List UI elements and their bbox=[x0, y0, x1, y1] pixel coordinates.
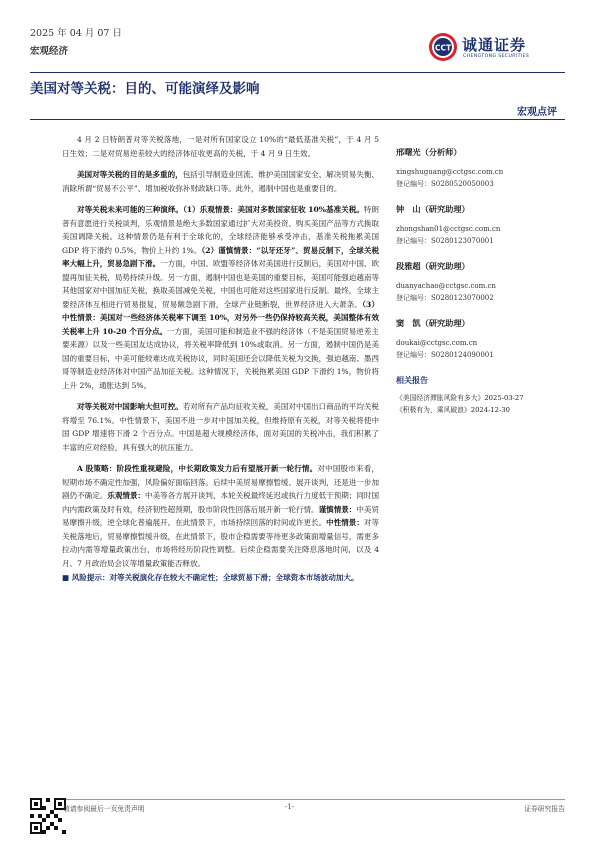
brand-logo bbox=[428, 30, 548, 66]
report-type: 宏观点评 bbox=[517, 107, 557, 118]
a-share-cautious-text: 中美贸易摩擦升级，逆全球化普遍展开。在此情景下，市场持续回落的时间或许更长。 bbox=[62, 504, 380, 527]
a-share-lead: A 股策略：阶段性重视避险，中长期政策发力后有望展开新一轮行情。 bbox=[77, 464, 318, 473]
scenario-neutral-title: （3）中性情景：美国对一些经济体关税率下调至 10%，对另外一些仍保持较高关税，美国整体有效关税率上升 10-20 个百分点。 bbox=[62, 299, 379, 336]
china-impact-lead: 对等关税对中国影响大但可控。 bbox=[77, 402, 183, 411]
analyst-email[interactable]: xingshuguang@cctgsc.com.cn bbox=[396, 168, 504, 176]
purpose-lead: 美国对等关税的目的是多重的， bbox=[77, 170, 183, 179]
china-impact-text: 若对所有产品均征收关税，美国对中国出口商品的平均关税将增至 76.1%。中性情景下，美国不进一步对中国加关税，但维持原有关税，对等关税将使中国 GDP 增速将下滑 2 个百分点。中国是超大规模经济体，面对美国的关税冲击，我们积累了丰富的应对经验，具有强大的抗压能力。 bbox=[62, 402, 379, 452]
page-number: -1- bbox=[285, 803, 295, 811]
report-date: 2025 年 04 月 07 日 bbox=[30, 28, 122, 39]
analyst-registration: 登记编号：S0280123070001 bbox=[396, 237, 494, 245]
analyst-registration: 登记编号：S0280123070002 bbox=[396, 294, 494, 302]
analyst-email[interactable]: doukai@cctgsc.com.cn bbox=[396, 339, 478, 347]
report-title: 美国对等关税：目的、可能演绎及影响 bbox=[30, 81, 260, 97]
analyst-card bbox=[396, 261, 566, 304]
a-share-cautious-label: 谨慎情景： bbox=[318, 504, 357, 514]
paragraph-scenarios bbox=[62, 203, 379, 392]
a-share-neutral-text: 对等关税落地后，贸易摩擦暂缓升级，在此情景下，股市企稳需要等待更多政策面增量信号，需更多拉动内需等增量政策出台，市场将经历阶段性调整。后续企稳需要关注降息落地时间，以及 4 月、7 月政治局会议等增量政策能否释放。 bbox=[62, 518, 380, 568]
purpose-text: 包括引导制造业回流、维护美国国家安全、解决贸易失衡、消除所谓“贸易不公平”、增加税收弥补财政缺口等。此外，遏制中国也是重要目的。 bbox=[62, 170, 379, 193]
sidebar bbox=[396, 133, 566, 416]
scenario-neutral-text: 一方面，美国可能和制造业不强的经济体（不是美国贸易逆差主要来源）以及一些美国友达成协议，将关税率降低到 10%或取消。另一方面，遏制中国仍是美国的重要目标，中美可能较难达成关税协议，同时美国还会以降低关税为交换，强迫越南、墨西哥等制造业经济体对中国产品加征关税。这种情况下，关税拖累美国 GDP 下滑约 1%，物价将上升 2%，通胀达到 5%。 bbox=[62, 326, 379, 390]
scenario-cautious-text: 一方面，中国、欧盟等经济体对美国进行反制后，美国对中国、欧盟再加征关税，局势持续升级。另一方面，遏制中国也是美国的重要目标，美国可能强迫越南等其他国家对中国加征关税，换取美国减免关税，中国也可能对这些国家进行反制。最终，全球主要经济体互相进行贸易报复，贸易额急剧下滑，全球产业链断裂，世界经济进入大萧条。 bbox=[62, 259, 379, 309]
a-share-optimistic-text: 中美等各方展开谈判，本轮关税最终延迟或执行力度低于预期；同时国内内需政策及时有效，经济韧性超预期，股市阶段性回落后展开新一轮行情。 bbox=[62, 491, 380, 514]
footer-rule bbox=[30, 799, 565, 800]
analyst-card bbox=[396, 204, 566, 247]
analyst-email[interactable]: duanyachao@cctgsc.com.cn bbox=[396, 282, 496, 290]
analyst-registration: 登记编号：S0280124090001 bbox=[396, 351, 494, 359]
related-report-link[interactable]: 《积极有为，乘风破浪》2024-12-30 bbox=[396, 406, 510, 414]
related-reports-heading: 相关报告 bbox=[396, 376, 428, 385]
analyst-card bbox=[396, 318, 566, 361]
svg-text:CCT: CCT bbox=[434, 43, 452, 53]
scenario-optimistic-text: 特朗普有意愿进行关税谈判，乐观情景是绝大多数国家通过扩大对美投资、购买美国产品等方式换取美国调降关税。这种情景仍是有利于全球化的，全球经济能够承受冲击，基准关税拖累美国 GDP 将下滑约 0.5%，物价上升约 1%。 bbox=[62, 205, 379, 255]
a-share-text: 对中国股市来看，短期市场不确定性加强，风险偏好面临回落。后续中美贸易摩擦暂缓、展开谈判，还是进一步加剧仍不确定。 bbox=[62, 464, 379, 500]
brand-name-en: CHENGTONG SECURITIES bbox=[463, 54, 530, 59]
paragraph-china-impact bbox=[62, 400, 379, 454]
analyst-card bbox=[396, 147, 566, 190]
risk-warning: ■ 风险提示：对等关税演化存在较大不确定性；全球贸易下滑；全球资本市场波动加大。 bbox=[62, 573, 359, 582]
analyst-registration: 登记编号：S0280520050003 bbox=[396, 180, 494, 188]
a-share-optimistic-label: 乐观情景： bbox=[107, 491, 146, 500]
brand-name: 诚通证券 bbox=[462, 36, 527, 54]
footer-disclaimer: 敬请参阅最后一页免责声明 bbox=[63, 805, 145, 813]
header-rule bbox=[30, 72, 565, 73]
scenario-optimistic-title: （1）乐观情景：美国对多数国家征收 10%基准关税。 bbox=[183, 205, 364, 214]
paragraph-a-share bbox=[62, 462, 379, 570]
report-category: 宏观经济 bbox=[30, 46, 69, 57]
brand-logo-icon bbox=[428, 32, 458, 62]
analyst-name: 钟 山（研究助理） bbox=[396, 204, 470, 214]
qr-code-icon bbox=[30, 798, 66, 834]
paragraph-purpose bbox=[62, 168, 379, 195]
analyst-name: 段雅超（研究助理） bbox=[396, 261, 470, 271]
scenario-cautious-title: （2）谨慎情景：“以牙还牙”、贸易反制下，全球关税率大幅上升，贸易急剧下滑。 bbox=[62, 245, 379, 268]
scenarios-lead: 对等关税未来可能的三种演绎。 bbox=[77, 205, 183, 214]
title-rule bbox=[30, 119, 565, 120]
analyst-name: 窦 凯（研究助理） bbox=[396, 318, 470, 328]
report-body bbox=[62, 133, 379, 593]
analyst-name: 邢曙光（分析师） bbox=[396, 147, 462, 157]
related-report-link[interactable]: 《美国经济滞胀风险有多大》2025-03-27 bbox=[396, 394, 524, 402]
a-share-neutral-label: 中性情景： bbox=[326, 518, 364, 527]
footer-label: 证券研究报告 bbox=[524, 805, 565, 813]
paragraph-intro: 4 月 2 日特朗普对等关税落地，一是对所有国家设立 10%的“最低基准关税”，于 4 月 5 日生效；二是对贸易逆差较大的经济体征收更高的关税，于 4 月 9 日生效。 bbox=[62, 135, 379, 158]
analyst-email[interactable]: zhongshan01@cctgsc.com.cn bbox=[396, 225, 501, 233]
